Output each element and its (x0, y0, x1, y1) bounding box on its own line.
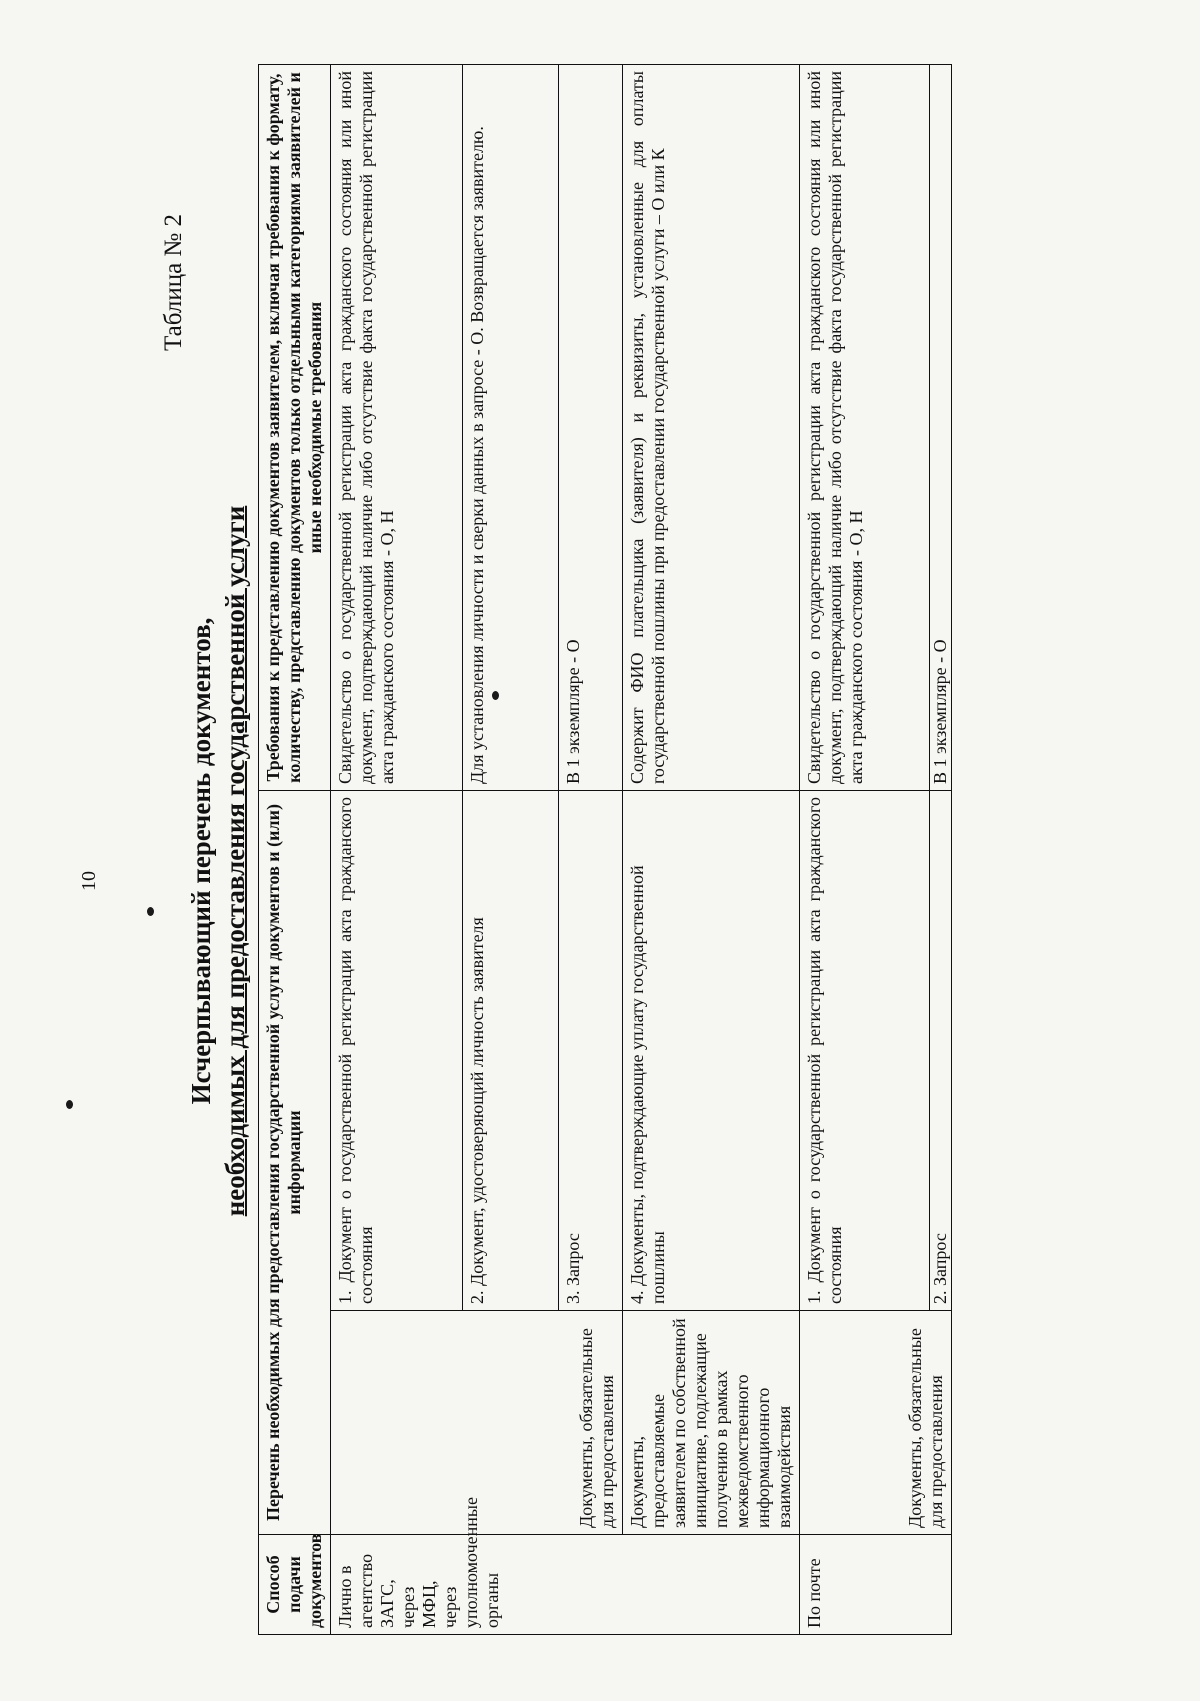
table-label: Таблица № 2 (160, 213, 187, 351)
table-row (331, 65, 463, 1635)
category-cell: Документы, обязательные для предоставления (800, 1311, 952, 1535)
requirement-cell: Для установления личности и сверки данных в запросе - О. Возвращается заявителю. (463, 65, 559, 791)
document-cell: 1. Документ о государственной регистрации акта гражданского состояния (331, 791, 463, 1311)
table-row (623, 65, 800, 1635)
title-line-1: Исчерпывающий перечень документов, (186, 617, 216, 1105)
document-cell: 2. Запрос (930, 791, 952, 1311)
requirement-cell: Содержит ФИО плательщика (заявителя) и реквизиты, установленные для оплаты государственной пошлины при предоставлении государственной услуги – О или К (623, 65, 800, 791)
document-cell: 3. Запрос (559, 791, 623, 1311)
document-cell: 2. Документ, удостоверяющий личность заявителя (463, 791, 559, 1311)
documents-table (258, 64, 952, 1635)
requirement-cell: В 1 экземпляре - О (930, 65, 952, 791)
requirement-cell: Свидетельство о государственной регистрации акта гражданского состояния или иной документ, подтверждающий наличие либо отсутствие факта государственной регистрации акта гражданского состояния - О, Н (331, 65, 463, 791)
category-cell: Документы, обязательные для предоставления (331, 1311, 623, 1535)
requirement-cell: Свидетельство о государственной регистрации акта гражданского состояния или иной документ, подтверждающий наличие либо отсутствие факта государственной регистрации акта гражданского состояния - О, Н (800, 65, 930, 791)
document-cell: 4. Документы, подтверждающие уплату государственной пошлины (623, 791, 800, 1311)
method-cell: Лично в агентство ЗАГС, через МФЦ, через уполномоченные органы (331, 1535, 800, 1635)
header-method: Способ подачи документов (259, 1535, 331, 1635)
category-cell: Документы, предоставляемые заявителем по собственной инициативе, подлежащие получению в рамках межведомственного информационного взаимодействия (623, 1311, 800, 1535)
document-title (184, 261, 252, 1461)
header-requirements: Требования к представлению документов заявителем, включая требования к формату, количеству, представлению документов только отдельными категориями заявителей и иные необходимые требования (259, 65, 331, 791)
method-cell: По почте (800, 1535, 952, 1635)
page-number: 10 (78, 871, 100, 891)
table-header-row (259, 65, 331, 1635)
title-line-2: необходимых для предоставления государственной услуги (220, 505, 250, 1217)
table-row (800, 65, 930, 1635)
header-list: Перечень необходимых для предоставления государственной услуги документов и (или) информации (259, 791, 331, 1535)
requirement-cell: В 1 экземпляре - О (559, 65, 623, 791)
document-cell: 1. Документ о государственной регистрации акта гражданского состояния (800, 791, 930, 1311)
